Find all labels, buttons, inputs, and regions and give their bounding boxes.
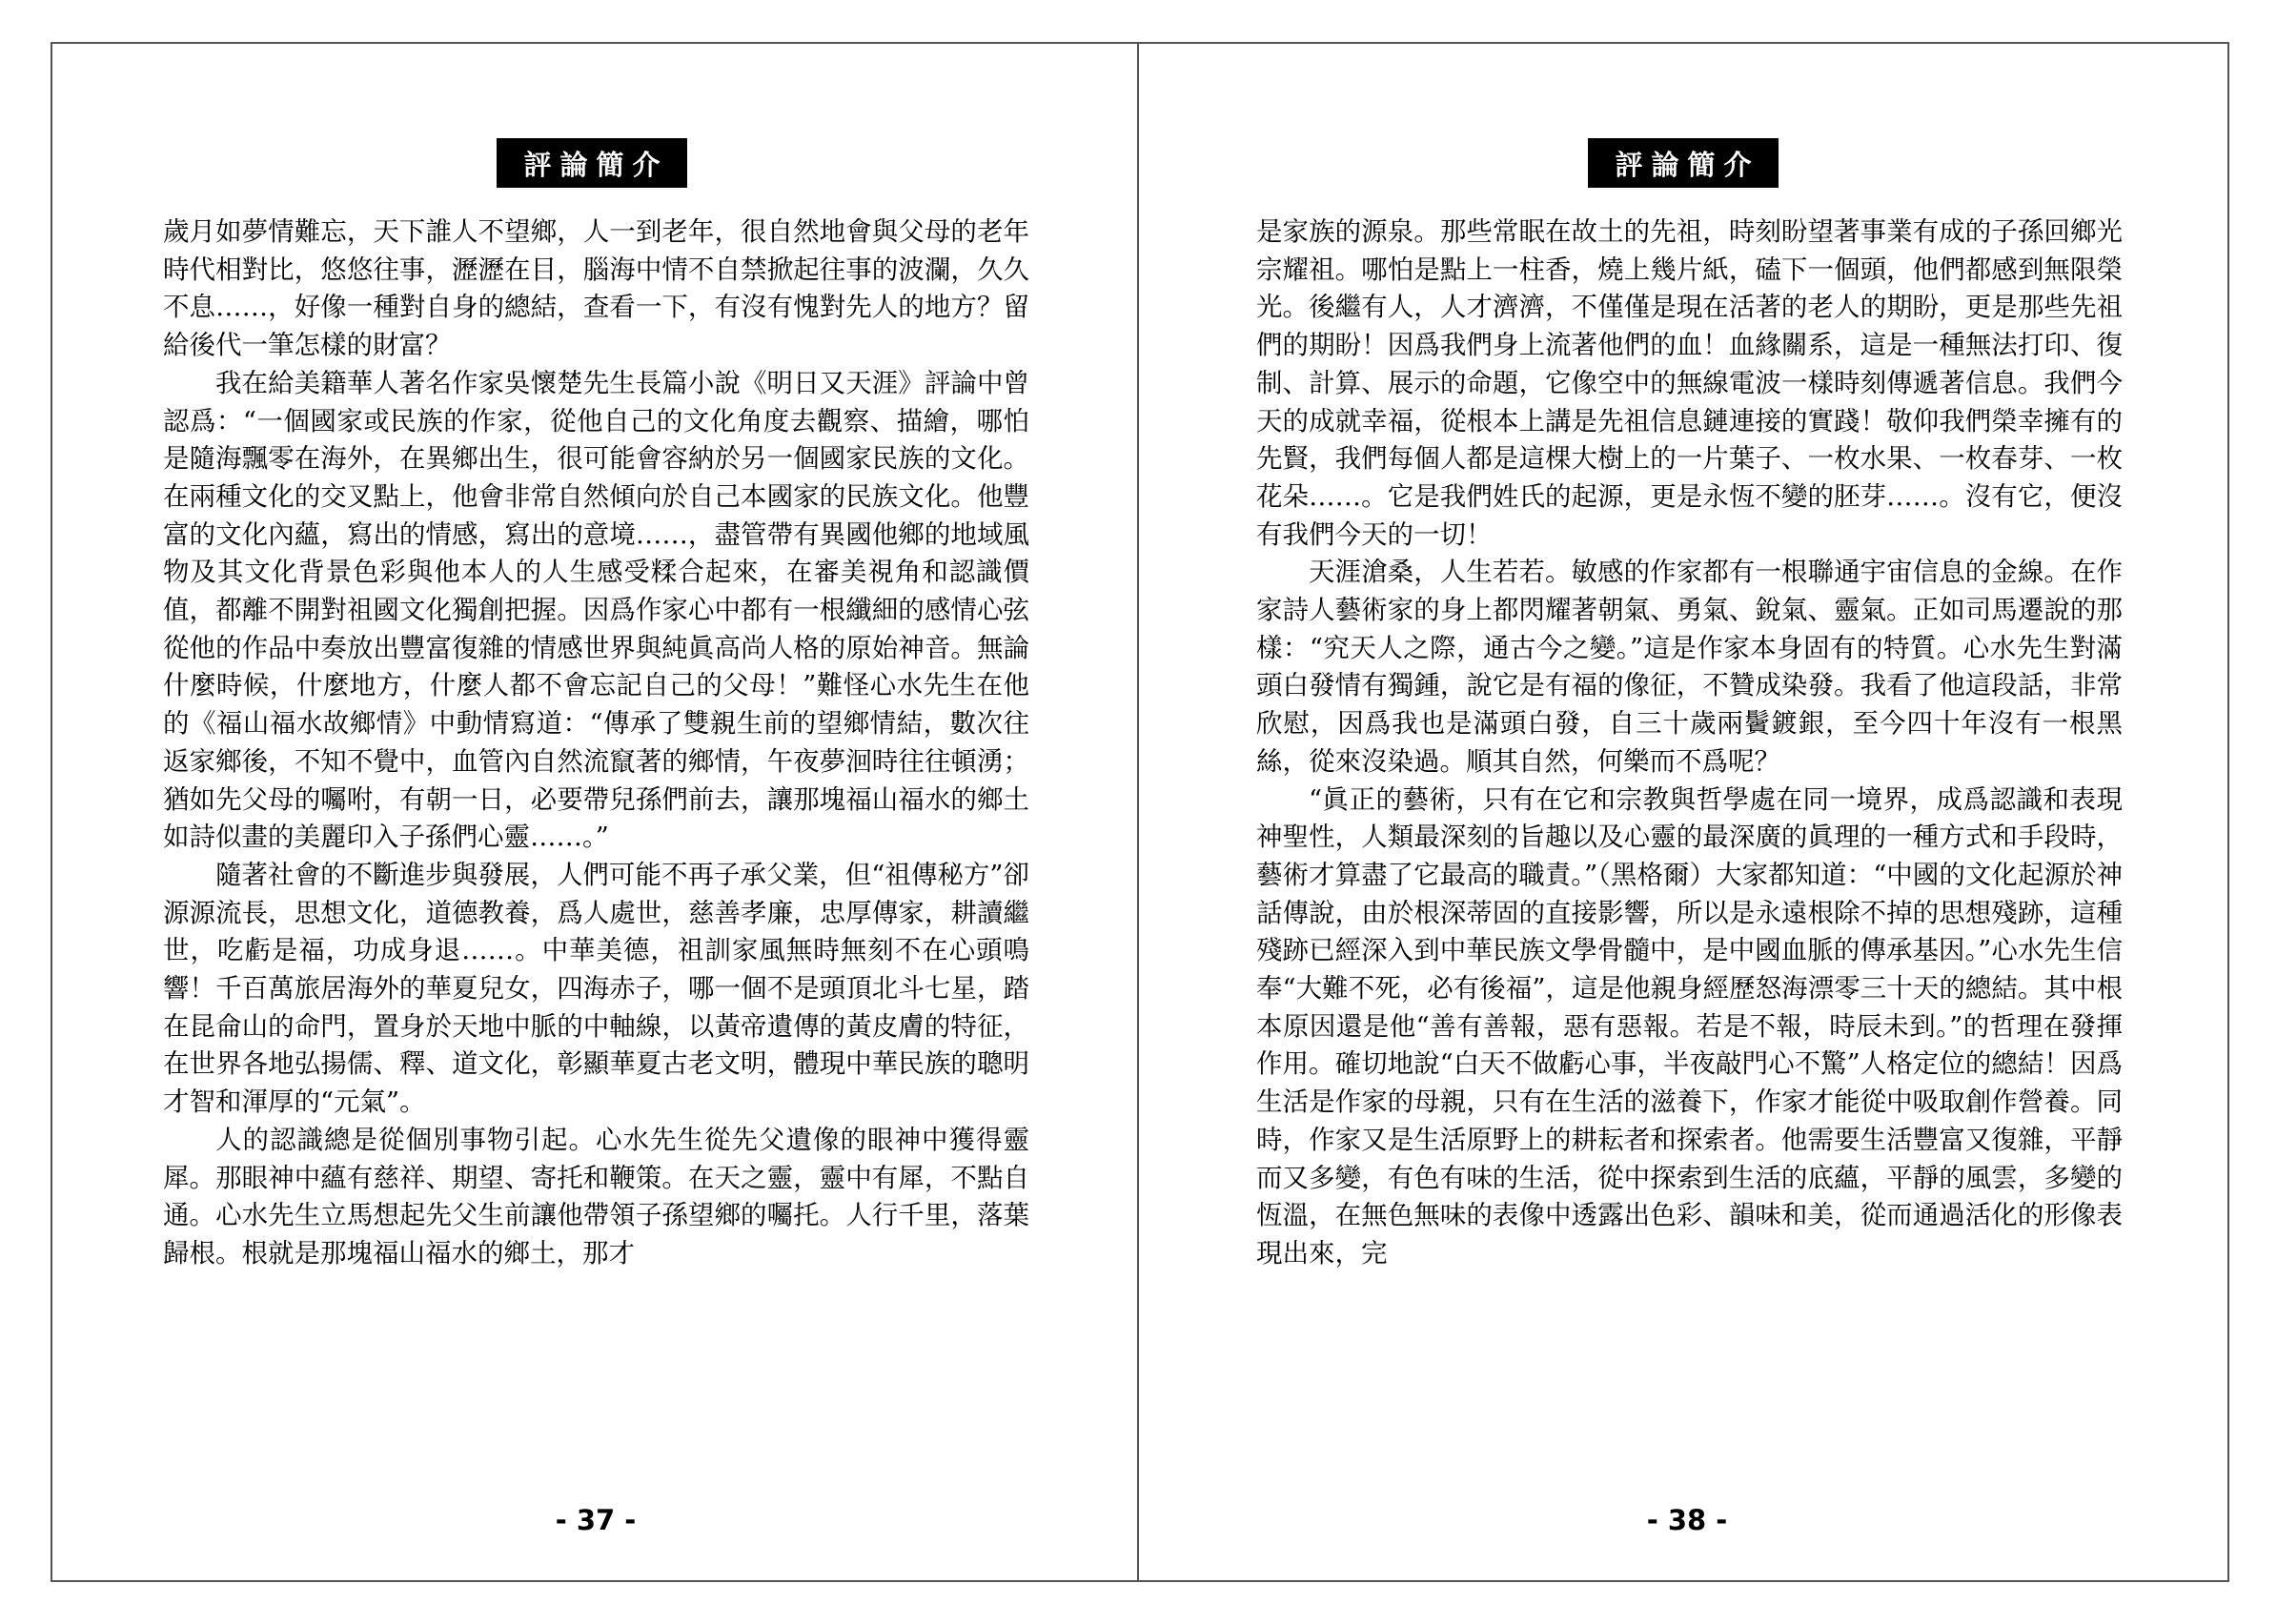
body-text: [163, 213, 1029, 1273]
section-header: 評論簡介: [497, 138, 687, 188]
paragraph: 隨著社會的不斷進步與發展，人們可能不再子承父業，但“祖傳秘方”卻源源流長，思想文化，道德教養，爲人處世，慈善孝廉，忠厚傳家，耕讀繼世，吃虧是福，功成身退……。中華美德，祖訓家風無時無刻不在心頭鳴響！千百萬旅居海外的華夏兒女，四海赤子，哪一個不是頭頂北斗七星，踏在昆侖山的命門，置身於天地中脈的中軸線，以黃帝遺傳的黃皮膚的特征，在世界各地弘揚儒、釋、道文化，彰顯華夏古老文明，體現中華民族的聰明才智和渾厚的“元氣”。: [163, 859, 1029, 1118]
page-number: - 37 -: [555, 1504, 637, 1536]
paragraph: 是家族的源泉。那些常眠在故土的先祖，時刻盼望著事業有成的子孫回鄉光宗耀祖。哪怕是點上一柱香，燒上幾片紙，磕下一個頭，他們都感到無限榮光。後繼有人，人才濟濟，不僅僅是現在活著的老人的期盼，更是那些先祖們的期盼！因爲我們身上流著他們的血！血緣關系，這是一種無法打印、復制、計算、展示的命題，它像空中的無線電波一樣時刻傳遞著信息。我們今天的成就幸福，從根本上講是先祖信息鏈連接的實踐！敬仰我們榮幸擁有的先賢，我們每個人都是這棵大樹上的一片葉子、一枚水果、一枚春芽、一枚花朵……。它是我們姓氏的起源，更是永恆不變的胚芽……。沒有它，便沒有我們今天的一切！: [1256, 216, 2123, 550]
paragraph: “眞正的藝術，只有在它和宗教與哲學處在同一境界，成爲認識和表現神聖性，人類最深刻的旨趣以及心靈的最深廣的眞理的一種方式和手段時，藝術才算盡了它最高的職責。”（黑格爾）大家都知道：“中國的文化起源於神話傳說，由於根深蒂固的直接影響，所以是永遠根除不掉的思想殘跡，這種殘跡已經深入到中華民族文學骨髓中，是中國血脈的傳承基因。”心水先生信奉“大難不死，必有後福”，這是他親身經歷怒海漂零三十天的總結。其中根本原因還是他“善有善報，惡有惡報。若是不報，時辰未到。”的哲理在發揮作用。確切地說“白天不做虧心事，半夜敲門心不驚”人格定位的總結！因爲生活是作家的母親，只有在生活的滋養下，作家才能從中吸取創作營養。同時，作家又是生活原野上的耕耘者和探索者。他需要生活豐富又復雜，平靜而又多變，有色有味的生活，從中探索到生活的底蘊，平靜的風雲，多變的恆溫，在無色無味的表像中透露出色彩、韻味和美，從而通過活化的形像表現出來，完: [1256, 783, 2123, 1269]
paragraph: 天涯滄桑，人生若若。敏感的作家都有一根聯通宇宙信息的金線。在作家詩人藝術家的身上都閃耀著朝氣、勇氣、銳氣、靈氣。正如司馬遷說的那樣：“究天人之際，通古今之變。”這是作家本身固有的特質。心水先生對滿頭白發情有獨鍾，說它是有福的像征，不贊成染發。我看了他這段話，非常欣慰，因爲我也是滿頭白發，自三十歲兩鬢鍍銀，至今四十年沒有一根黑絲，從來沒染過。順其自然，何樂而不爲呢？: [1256, 557, 2123, 777]
body-text: [1256, 213, 2123, 1273]
paragraph: 歲月如夢情難忘，天下誰人不望鄉，人一到老年，很自然地會與父母的老年時代相對比，悠悠往事，瀝瀝在目，腦海中情不自禁掀起往事的波瀾，久久不息……，好像一種對自身的總結，查看一下，有沒有愧對先人的地方？留給後代一筆怎樣的財富？: [163, 216, 1029, 361]
section-header: 評論簡介: [1588, 138, 1779, 188]
page-left: [52, 42, 1137, 1582]
paragraph: 我在給美籍華人著名作家吳懷楚先生長篇小說《明日又天涯》評論中曾認爲：“一個國家或民族的作家，從他自己的文化角度去觀察、描繪，哪怕是隨海飄零在海外，在異鄉出生，很可能會容納於另一個國家民族的文化。在兩種文化的交叉點上，他會非常自然傾向於自己本國家的民族文化。他豐富的文化內蘊，寫出的情感，寫出的意境……，盡管帶有異國他鄉的地域風物及其文化背景色彩與他本人的人生感受糅合起來，在審美視角和認識價值，都離不開對祖國文化獨創把握。因爲作家心中都有一根纖細的感情心弦從他的作品中奏放出豐富復雜的情感世界與純眞高尚人格的原始神音。無論什麼時候，什麼地方，什麼人都不會忘記自己的父母！”難怪心水先生在他的《福山福水故鄉情》中動情寫道：“傳承了雙親生前的望鄉情結，數次往返家鄉後，不知不覺中，血管內自然流竄著的鄉情，午夜夢洄時往往頓湧；猶如先父母的囑咐，有朝一日，必要帶兒孫們前去，讓那塊福山福水的鄉土如詩似畫的美麗印入子孫們心靈……。”: [163, 367, 1029, 853]
paragraph: 人的認識總是從個別事物引起。心水先生從先父遺像的眼神中獲得靈犀。那眼神中蘊有慈祥、期望、寄托和鞭策。在天之靈，靈中有犀，不點自通。心水先生立馬想起先父生前讓他帶領子孫望鄉的囑托。人行千里，落葉歸根。根就是那塊福山福水的鄉土，那才: [163, 1124, 1029, 1269]
page-number: - 38 -: [1646, 1504, 1728, 1536]
page-right: [1139, 42, 2229, 1582]
